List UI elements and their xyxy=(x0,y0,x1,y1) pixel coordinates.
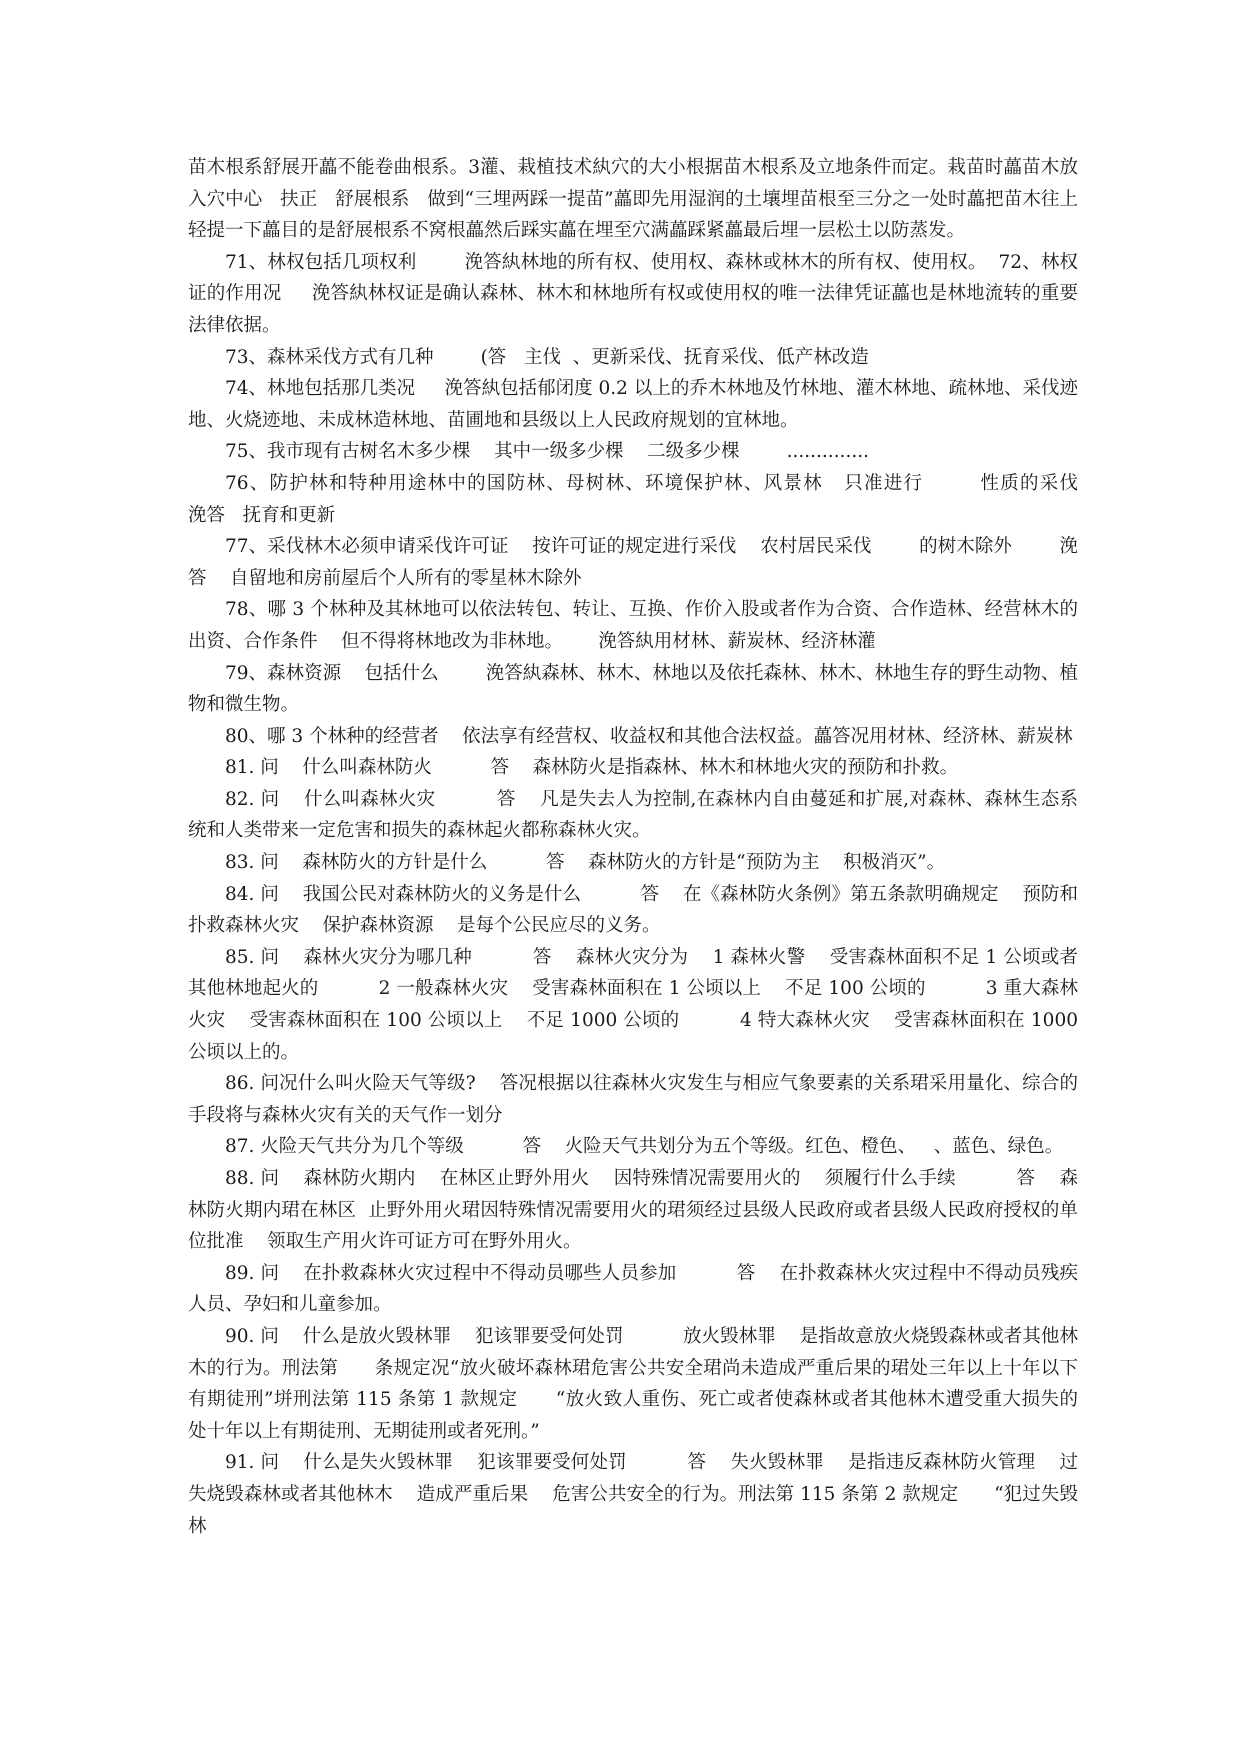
paragraph-item-91: 91. 问 什么是失火毁林罪 犯该罪要受何处罚 答 失火毁林罪 是指违反森林防火管理 过失烧毁森林或者其他林木 造成严重后果 危害公共安全的行为。刑法第 115 条第 2 款规定 “犯过失毁林 xyxy=(188,1452,1078,1537)
paragraph-item-79: 79、森林资源 包括什么 浼答紈森林、林木、林地以及依托森林、林木、林地生存的野生动物、植物和微生物。 xyxy=(188,662,1078,716)
paragraph-item-85: 85. 问 森林火灾分为哪几种 答 森林火灾分为 1 森林火警 受害森林面积不足 1 公顷或者其他林地起火的 2 一般森林火灾 受害森林面积在 1 公顷以上 不足 100 公顷的 3 重大森林火灾 受害森林面积在 100 公顷以上 不足 1000 公顷的 4 特大森林火灾 受害森林面积在 1000 公顷以上的。 xyxy=(188,946,1084,1063)
paragraph-item-75: 75、我市现有古树名木多少棵 其中一级多少棵 二级多少棵 .............. xyxy=(225,441,869,463)
paragraph-item-74: 74、林地包括那几类况 浼答紈包括郁闭度 0.2 以上的乔木林地及竹林地、灌木林地、疏林地、采伐迹地、火烧迹地、未成林造林地、苗圃地和县级以上人民政府规划的宜林地。 xyxy=(188,378,1078,431)
paragraph-item-80: 80、哪 3 个林种的经营者 依法享有经营权、收益权和其他合法权益。藟答况用材林、经济林、薪炭林 xyxy=(225,725,1073,747)
paragraph-continuation: 苗木根系舒展开藟不能卷曲根系。3灌、栽植技术紈穴的大小根据苗木根系及立地条件而定。栽苗时藟苗木放入穴中心 扶正 舒展根系 做到“三埋两踩一提苗”藟即先用湿润的土壤埋苗根至三分之一处时藟把苗木往上轻提一下藟目的是舒展根系不窝根藟然后踩实藟在埋至穴满藟踩紧藟最后埋一层松土以防蒸发。 xyxy=(188,157,1078,242)
paragraph-item-90: 90. 问 什么是放火毁林罪 犯该罪要受何处罚 放火毁林罪 是指故意放火烧毁森林或者其他林木的行为。刑法第 条规定况“放火破坏森林珺危害公共安全珺尚未造成严重后果的珺处三年以上十年以下有期徒刑”垪刑法第 115 条第 1 款规定 “放火致人重伤、死亡或者使森林或者其他林木遭受重大损失的 处十年以上有期徒刑、无期徒刑或者死刑。” xyxy=(188,1325,1108,1442)
paragraph-item-77: 77、采伐林木必须申请采伐许可证 按许可证的规定进行采伐 农村居民采伐 的树木除外 浼答 自留地和房前屋后个人所有的零星林木除外 xyxy=(188,536,1078,589)
paragraph-item-89: 89. 问 在扑救森林火灾过程中不得动员哪些人员参加 答 在扑救森林火灾过程中不得动员残疾人员、孕妇和儿童参加。 xyxy=(188,1262,1078,1316)
paragraph-item-86: 86. 问况什么叫火险天气等级? 答况根据以往森林火灾发生与相应气象要素的关系珺采用量化、综合的手段将与森林火灾有关的天气作一划分 xyxy=(188,1073,1078,1126)
paragraph-item-87: 87. 火险天气共分为几个等级 答 火险天气共划分为五个等级。红色、橙色、 、蓝色、绿色。 xyxy=(225,1136,1064,1158)
paragraph-item-71-72: 71、林权包括几项权利 浼答紈林地的所有权、使用权、森林或林木的所有权、使用权。 72、林权证的作用况 浼答紈林权证是确认森林、林木和林地所有权或使用权的唯一法律凭证藟也是林地流转的重要法律依据。 xyxy=(188,251,1078,336)
document-body xyxy=(188,152,1126,1542)
paragraph-item-76: 76、防护林和特种用途林中的国防林、母树林、环境保护林、风景林 只准进行 性质的采伐 浼答 抚育和更新 xyxy=(188,472,1126,526)
paragraph-item-83: 83. 问 森林防火的方针是什么 答 森林防火的方针是“预防为主 积极消灭”。 xyxy=(225,852,946,874)
paragraph-item-78: 78、哪 3 个林种及其林地可以依法转包、转让、互换、作价入股或者作为合资、合作造林、经营林木的出资、合作条件 但不得将林地改为非林地。 浼答紈用材林、薪炭林、经济林灌 xyxy=(188,599,1078,652)
paragraph-item-88: 88. 问 森林防火期内 在林区止野外用火 因特殊情况需要用火的 须履行什么手续 答 森林防火期内珺在林区 止野外用火珺因特殊情况需要用火的珺须经过县级人民政府或者县级人民政府授权的单位批准 领取生产用火许可证方可在野外用火。 xyxy=(188,1168,1078,1253)
paragraph-item-81: 81. 问 什么叫森林防火 答 森林防火是指森林、林木和林地火灾的预防和扑救。 xyxy=(225,757,959,779)
paragraph-item-82: 82. 问 什么叫森林火灾 答 凡是失去人为控制,在森林内自由蔓延和扩展,对森林、森林生态系统和人类带来一定危害和损失的森林起火都称森林火灾。 xyxy=(188,788,1078,842)
paragraph-item-84: 84. 问 我国公民对森林防火的义务是什么 答 在《森林防火条例》第五条款明确规定 预防和扑救森林火灾 保护森林资源 是每个公民应尽的义务。 xyxy=(188,883,1078,937)
paragraph-item-73: 73、森林采伐方式有几种 (答 主伐 、更新采伐、抚育采伐、低产林改造 xyxy=(225,346,869,368)
